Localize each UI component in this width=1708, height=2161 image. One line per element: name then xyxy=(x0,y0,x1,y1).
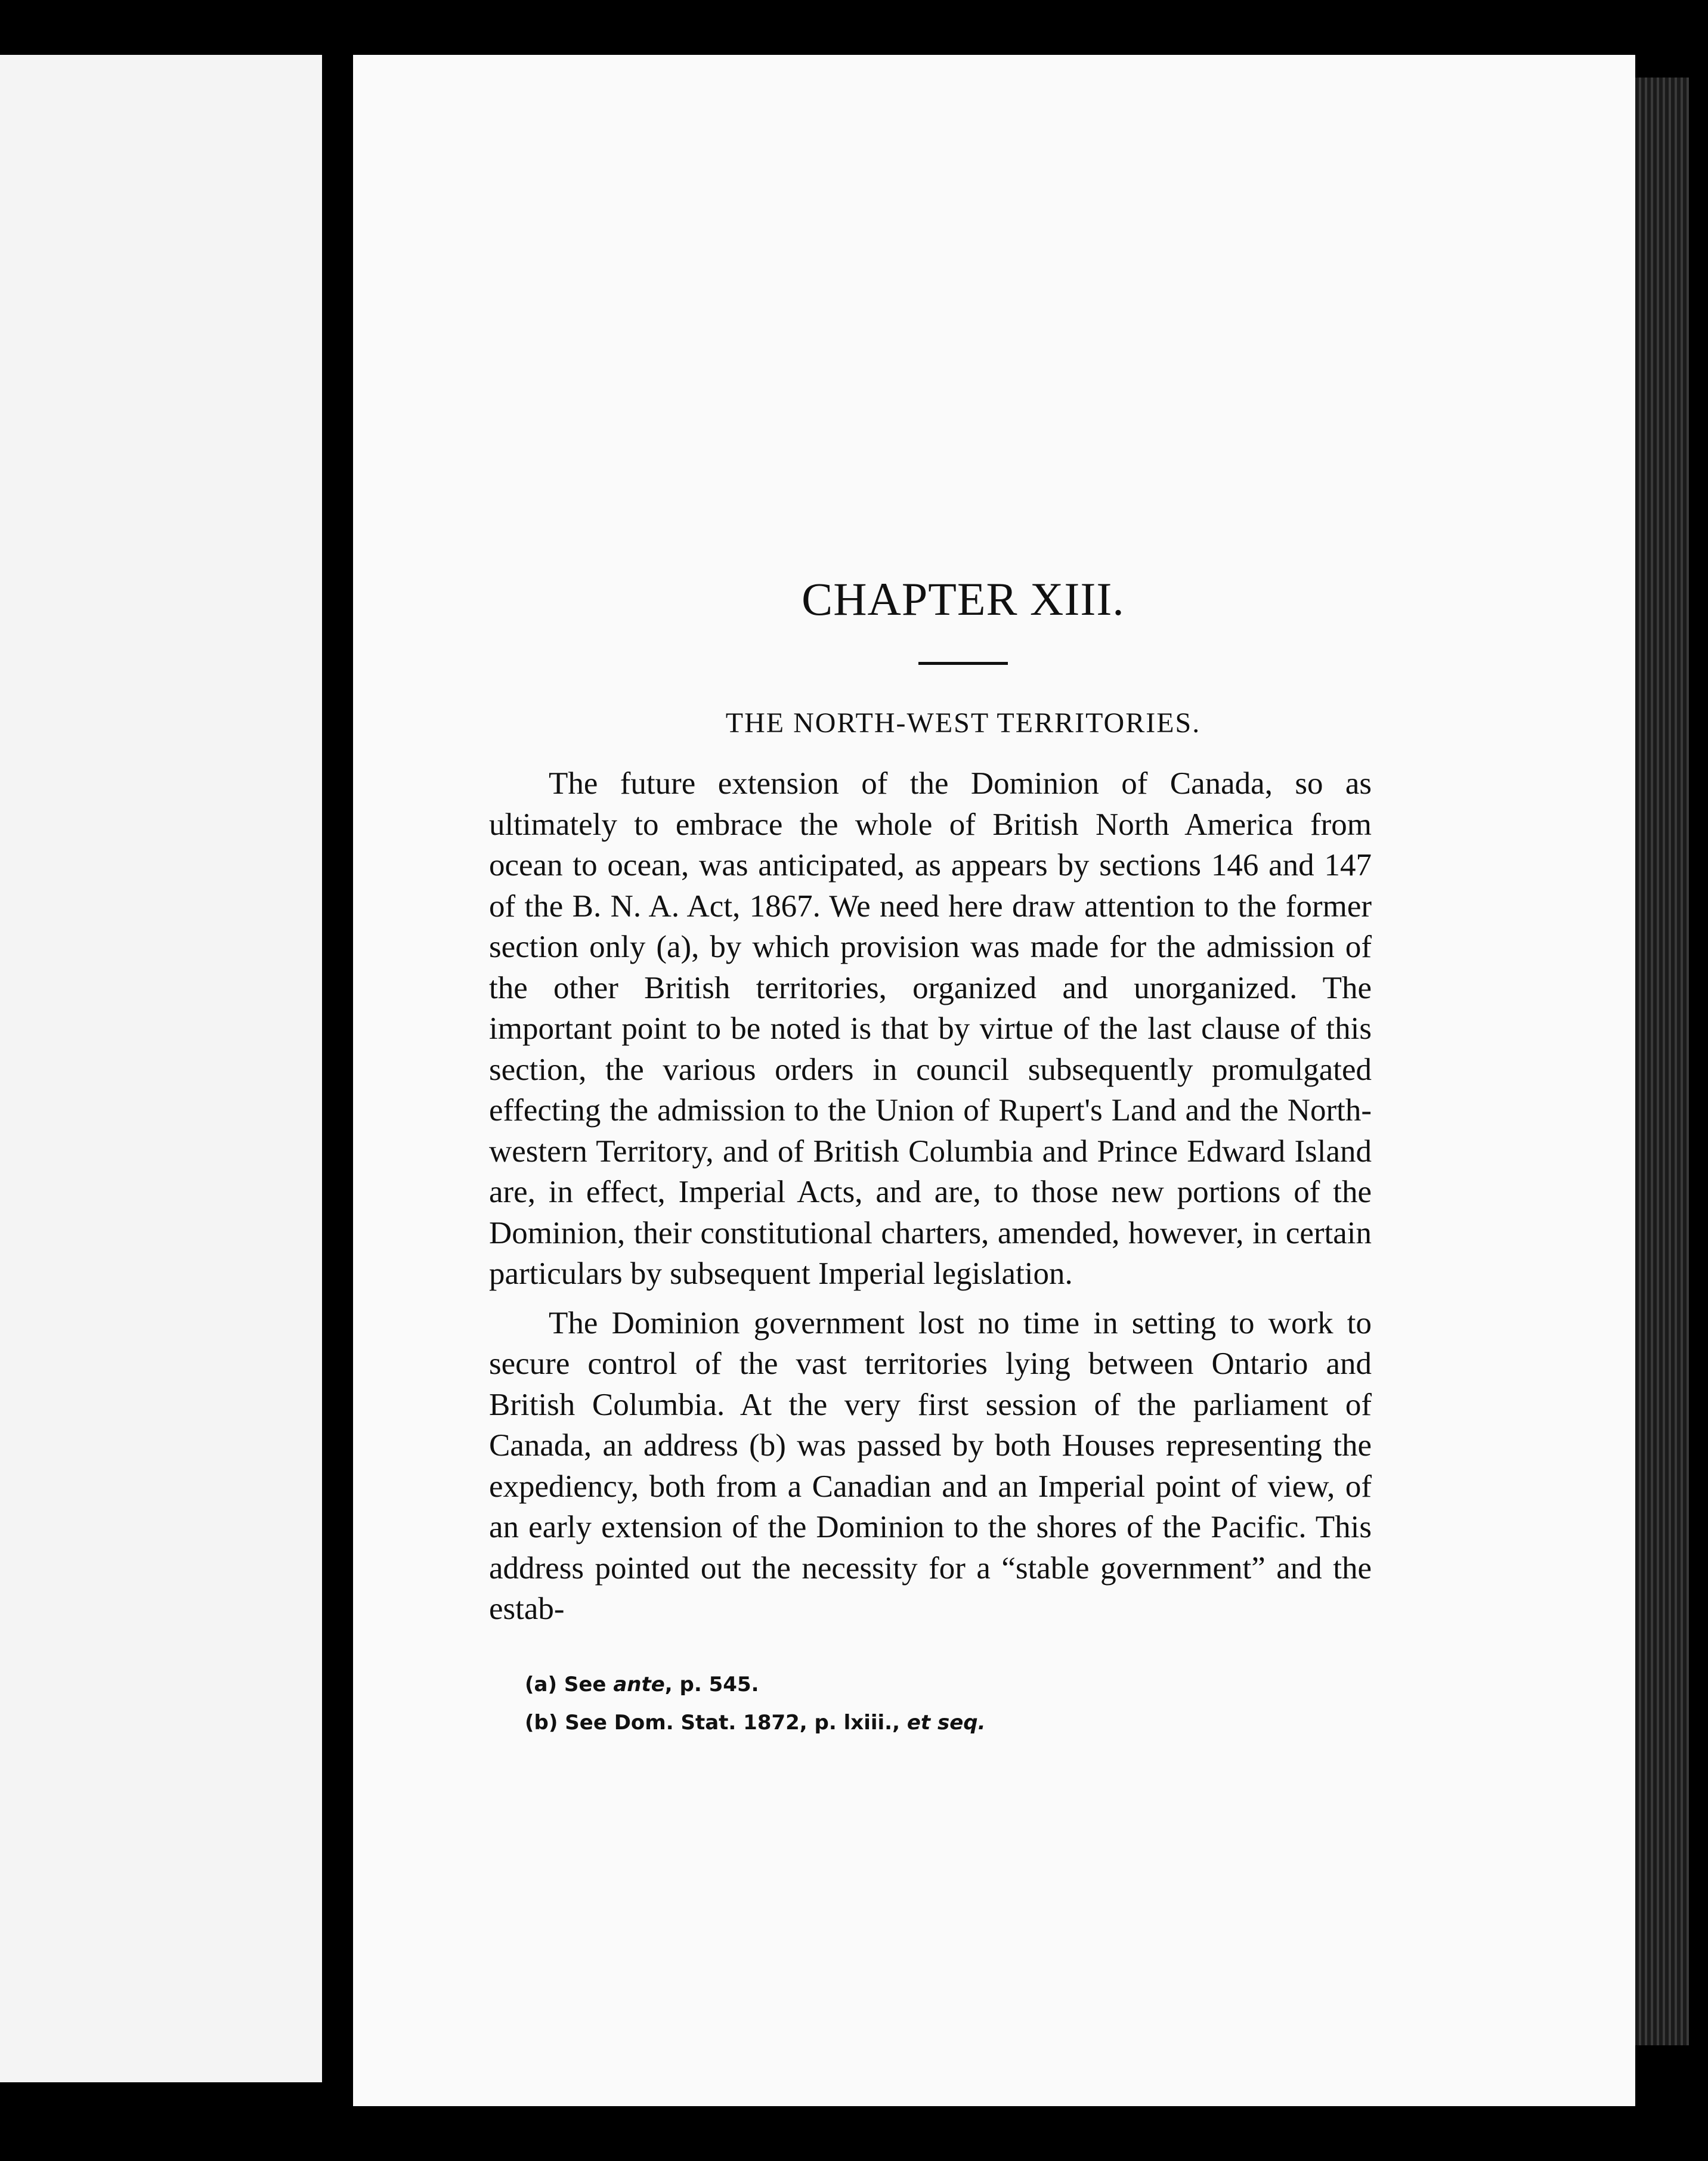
footnote-a-text: See xyxy=(564,1672,607,1696)
chapter-heading: CHAPTER XIII. xyxy=(802,573,1125,625)
page-edges xyxy=(1635,78,1689,2045)
footnote-b-italic: et seq. xyxy=(906,1710,986,1735)
footnotes xyxy=(525,1665,1372,1742)
footnote-b-text: See Dom. Stat. 1872, p. lxiii., xyxy=(565,1710,901,1735)
paragraph-1: The future extension of the Dominion of Canada, so as ultimately to embrace the whole of British North America from ocean to ocean, was anticipated, as appears by sections 146 and 147 of the B. N. A. Act, 1867. We need here draw attention to the former section only (a), by which provision was made for the admission of the other British territories, organized and unorganized. The important point to be noted is that by virtue of the last clause of this section, the various orders in council subsequently promulgated effecting the admission to the Union of Rupert's Land and the North-western Territory, and of British Columbia and Prince Edward Island are, in effect, Imperial Acts, and are, to those new portions of the Dominion, their constitutional charters, amended, however, in certain particulars by subsequent Imperial legislation. xyxy=(489,766,1372,1291)
footnote-b-marker: (b) xyxy=(525,1710,558,1735)
page-content xyxy=(489,572,1372,1742)
footnote-a-marker: (a) xyxy=(525,1672,558,1696)
paragraph-2: The Dominion government lost no time in setting to work to secure control of the vast territories lying between Ontario and British Columbia. At the very first session of the parliament of Canada, an address (b) was passed by both Houses representing the expediency, both from a Canadian and an Imperial point of view, of an early extension of the Dominion to the shores of the Pacific. This address pointed out the necessity for a “stable government” and the estab- xyxy=(489,1305,1372,1626)
book-spine xyxy=(322,55,353,2082)
left-page xyxy=(0,55,322,2082)
chapter-title: THE NORTH-WEST TERRITORIES. xyxy=(725,707,1201,739)
footnote-a xyxy=(525,1665,1372,1704)
footnote-b xyxy=(525,1704,1372,1742)
heading-rule xyxy=(918,662,1008,665)
footnote-a-italic: ante xyxy=(613,1672,665,1696)
footnote-a-page: , p. 545. xyxy=(664,1672,759,1696)
